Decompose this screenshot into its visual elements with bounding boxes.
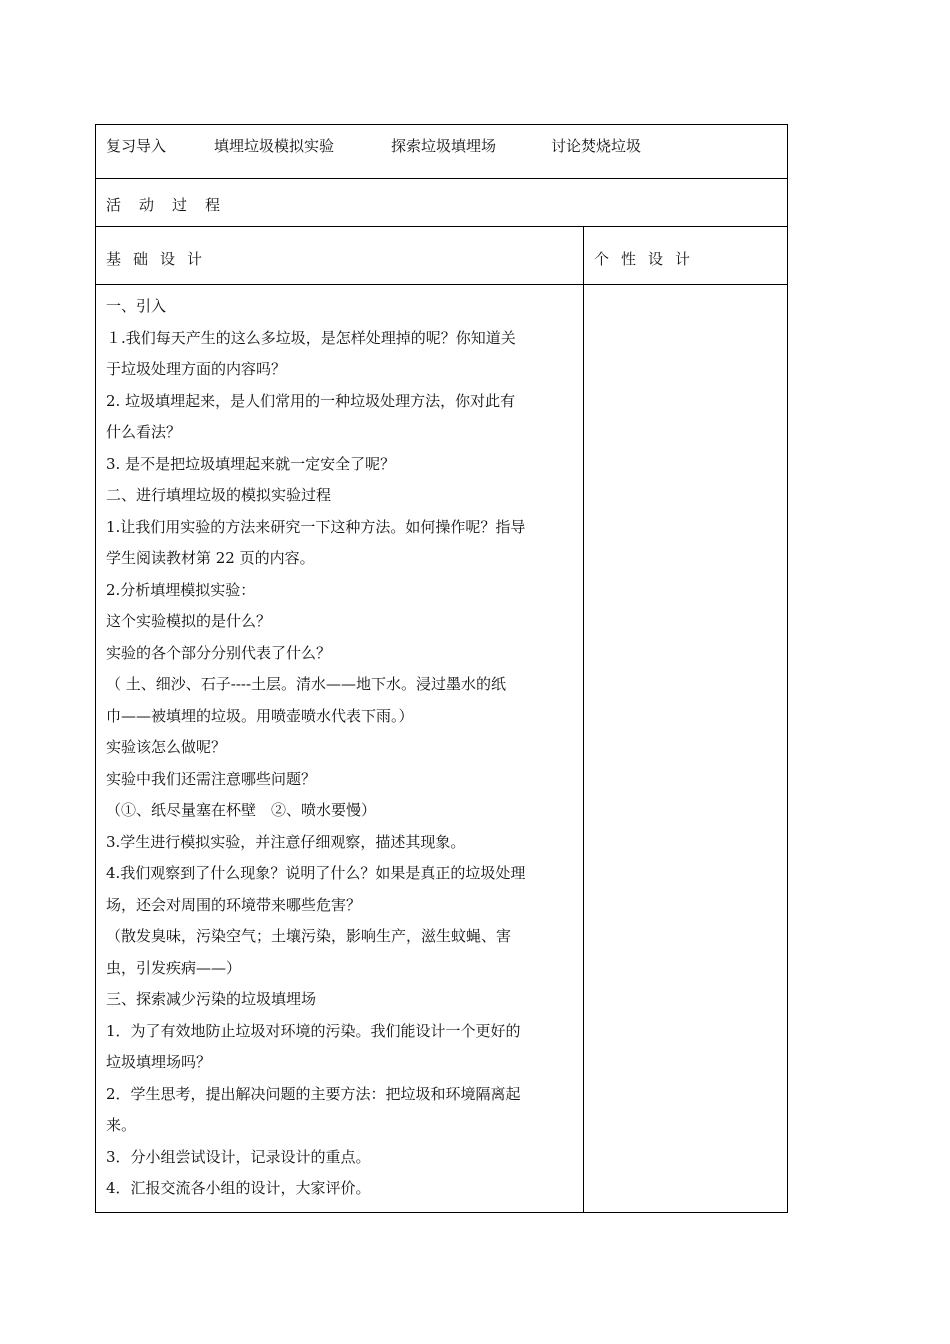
content-line: 三、探索减少污染的垃圾填埋场 xyxy=(106,990,317,1008)
content-line: 3. 是不是把垃圾填埋起来就一定安全了呢？ xyxy=(106,454,396,473)
basic-design-content xyxy=(96,285,584,1212)
topic-discuss-incineration: 讨论焚烧垃圾 xyxy=(551,137,642,155)
basic-design-header-cell xyxy=(96,227,584,284)
personal-design-content xyxy=(584,285,787,1212)
content-line: 什么看法？ xyxy=(106,423,182,441)
process-label: 活动过程 xyxy=(106,196,239,214)
lesson-plan-table xyxy=(95,124,788,1213)
content-line: 来。 xyxy=(106,1116,137,1134)
content-line: 二、进行填埋垃圾的模拟实验过程 xyxy=(106,486,332,504)
content-line: 2. 垃圾填埋起来，是人们常用的一种垃圾处理方法，你对此有 xyxy=(106,391,516,410)
content-line: 场，还会对周围的环境带来哪些危害？ xyxy=(106,895,362,914)
content-line: 于垃圾处理方面的内容吗？ xyxy=(106,360,287,378)
content-line: 4．汇报交流各小组的设计，大家评价。 xyxy=(106,1179,371,1197)
topics-row xyxy=(96,125,787,179)
personal-design-header: 个性设计 xyxy=(594,250,703,268)
content-line: （ 土、细沙、石子----土层。清水——地下水。浸过墨水的纸 xyxy=(106,675,507,693)
content-line: 实验该怎么做呢？ xyxy=(106,738,227,756)
content-line: 这个实验模拟的是什么？ xyxy=(106,612,272,630)
content-line: 4.我们观察到了什么现象？说明了什么？如果是真正的垃圾处理 xyxy=(106,864,526,882)
content-line: 2.分析填埋模拟实验： xyxy=(106,580,256,599)
topic-explore-landfill: 探索垃圾填埋场 xyxy=(391,137,497,155)
content-line: 3．分小组尝试设计，记录设计的重点。 xyxy=(106,1147,371,1166)
process-row xyxy=(96,179,787,227)
content-line: 巾——被填埋的垃圾。用喷壶喷水代表下雨。） xyxy=(106,706,414,725)
content-line: 实验的各个部分分别代表了什么？ xyxy=(106,643,332,662)
headers-row xyxy=(96,227,787,285)
content-line: 虫，引发疾病——） xyxy=(106,958,242,977)
content-line: 学生阅读教材第 22 页的内容。 xyxy=(106,549,315,567)
content-line: １.我们每天产生的这么多垃圾，是怎样处理掉的呢？你知道关 xyxy=(106,328,516,347)
body-row xyxy=(96,285,787,1212)
content-line: 3.学生进行模拟实验，并注意仔细观察，描述其现象。 xyxy=(106,832,466,851)
content-line: 1.让我们用实验的方法来研究一下这种方法。如何操作呢？指导 xyxy=(106,517,526,536)
topic-review-intro: 复习导入 xyxy=(106,137,167,155)
content-line: 1．为了有效地防止垃圾对环境的污染。我们能设计一个更好的 xyxy=(106,1021,521,1040)
content-line: 实验中我们还需注意哪些问题？ xyxy=(106,769,317,788)
content-line: 垃圾填埋场吗？ xyxy=(106,1053,212,1071)
content-line: 一、引入 xyxy=(106,297,167,315)
personal-design-header-cell xyxy=(584,227,787,284)
topic-landfill-experiment: 填埋垃圾模拟实验 xyxy=(214,137,335,155)
content-line: 2．学生思考，提出解决问题的主要方法：把垃圾和环境隔离起 xyxy=(106,1084,521,1103)
basic-design-header: 基础设计 xyxy=(106,250,215,268)
content-line: （①、纸尽量塞在杯壁 ②、喷水要慢） xyxy=(106,801,377,819)
content-line: （散发臭味，污染空气；土壤污染，影响生产，滋生蚊蝇、害 xyxy=(106,927,512,945)
